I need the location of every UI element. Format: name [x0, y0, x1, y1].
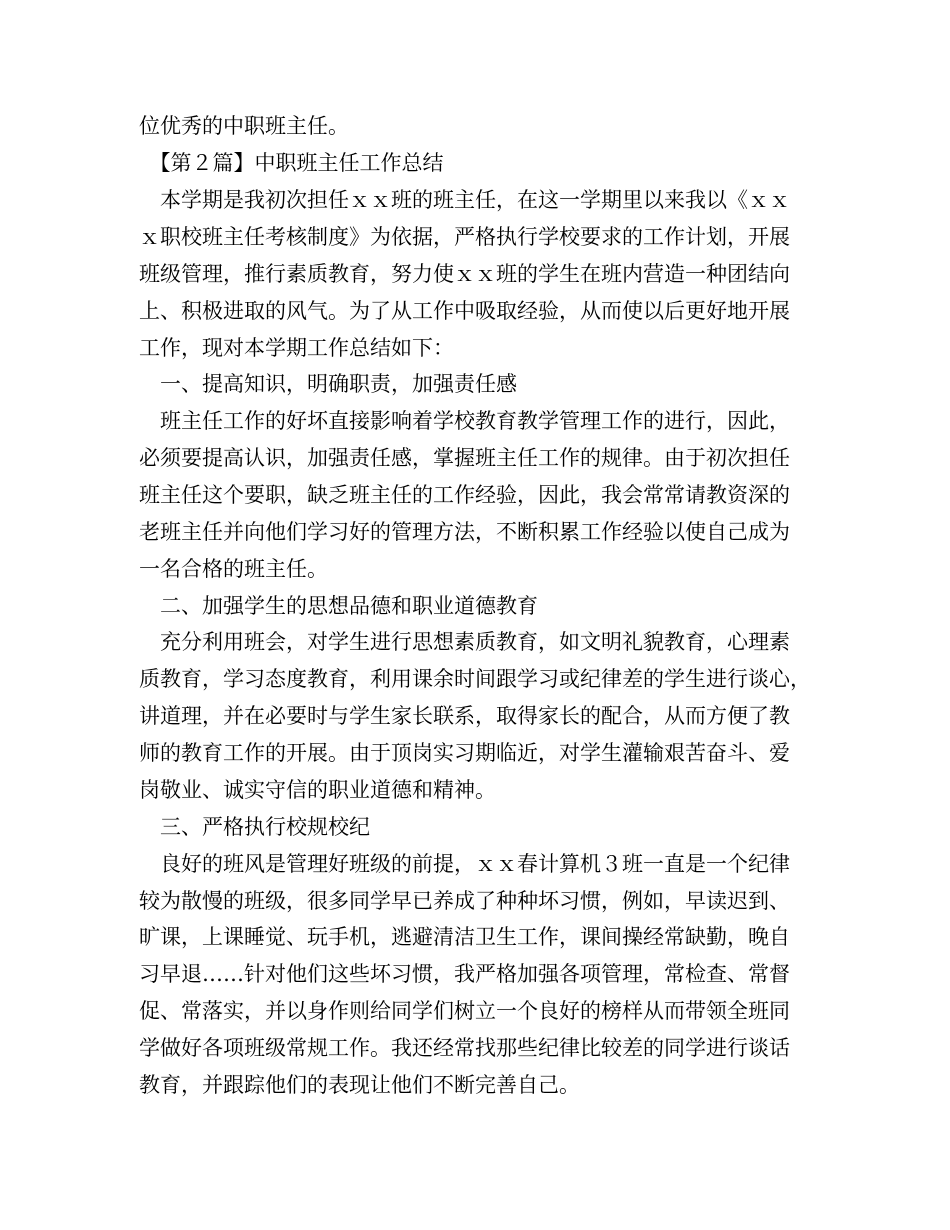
section-heading: 【第２篇】中职班主任工作总结 [139, 151, 444, 175]
text-line: 促、常落实，并以身作则给同学们树立一个良好的榜样从而带领全班同 [139, 999, 790, 1023]
subsection-heading: 二、加强学生的思想品德和职业道德教育 [139, 594, 538, 618]
text-line: 一名合格的班主任。 [139, 557, 328, 581]
text-line: ｘ职校班主任考核制度》为依据，严格执行学校要求的工作计划，开展 [139, 225, 790, 249]
text-line: 旷课，上课睡觉、玩手机，逃避清洁卫生工作，课间操经常缺勤，晚自 [139, 925, 790, 949]
subsection-heading: 一、提高知识，明确职责，加强责任感 [139, 372, 517, 396]
text-line: 教育，并跟踪他们的表现让他们不断完善自己。 [139, 1073, 580, 1097]
text-line: 必须要提高认识，加强责任感，掌握班主任工作的规律。由于初次担任 [139, 446, 790, 470]
text-line: 本学期是我初次担任ｘｘ班的班主任，在这一学期里以来我以《ｘｘ [139, 188, 790, 212]
text-line: 岗敬业、诚实守信的职业道德和精神。 [139, 778, 496, 802]
text-line: 习早退……针对他们这些坏习惯，我严格加强各项管理，常检查、常督 [139, 962, 790, 986]
text-line: 班主任工作的好坏直接影响着学校教育教学管理工作的进行，因此， [139, 409, 790, 433]
text-line: 班主任这个要职，缺乏班主任的工作经验，因此，我会常常请教资深的 [139, 483, 790, 507]
subsection-heading: 三、严格执行校规校纪 [139, 815, 370, 839]
text-line: 上、积极进取的风气。为了从工作中吸取经验，从而使以后更好地开展 [139, 299, 790, 323]
text-line: 老班主任并向他们学习好的管理方法，不断积累工作经验以使自己成为 [139, 520, 790, 544]
text-line: 工作，现对本学期工作总结如下： [139, 336, 454, 360]
text-line: 较为散慢的班级，很多同学早已养成了种种坏习惯，例如，早读迟到、 [139, 889, 790, 913]
text-line: 良好的班风是管理好班级的前提，ｘｘ春计算机３班一直是一个纪律 [139, 852, 790, 876]
text-line: 充分利用班会，对学生进行思想素质教育，如文明礼貌教育，心理素 [139, 630, 790, 654]
text-line: 讲道理，并在必要时与学生家长联系，取得家长的配合，从而方便了教 [139, 704, 790, 728]
text-line: 班级管理，推行素质教育，努力使ｘｘ班的学生在班内营造一种团结向 [139, 262, 790, 286]
text-line: 学做好各项班级常规工作。我还经常找那些纪律比较差的同学进行谈话 [139, 1036, 790, 1060]
text-line: 质教育，学习态度教育，利用课余时间跟学习或纪律差的学生进行谈心， [139, 667, 811, 691]
text-line: 师的教育工作的开展。由于顶岗实习期临近，对学生灌输艰苦奋斗、爱 [139, 741, 790, 765]
text-line: 位优秀的中职班主任。 [139, 114, 349, 138]
